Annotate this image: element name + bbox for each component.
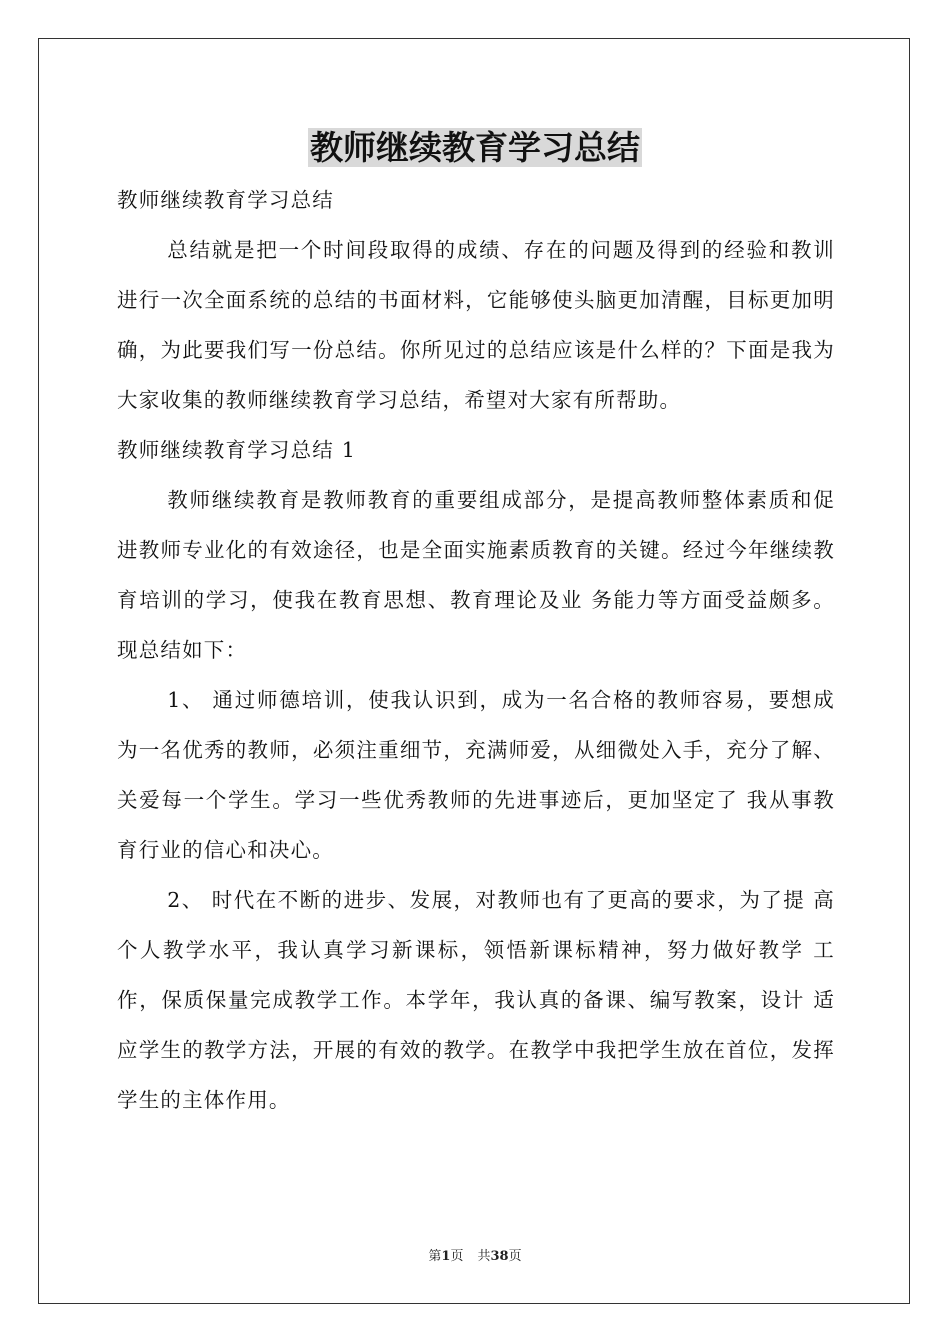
page-total-suffix: 页 xyxy=(508,1249,522,1264)
document-title-text: 教师继续教育学习总结 xyxy=(310,128,640,167)
page-number-current: 1 xyxy=(441,1249,451,1264)
document-body xyxy=(117,175,835,1125)
paragraph: 2、 时代在不断的进步、发展，对教师也有了更高的要求，为了提 高个人教学水平，我认真学习新课标，领悟新课标精神，努力做好教学 工作，保质保量完成教学工作。本学年，我认真的备课、编写教案，设计 适应学生的教学方法，开展的有效的教学。在教学中我把学生放在首位，发挥学生的主体作用。 xyxy=(117,888,835,1112)
paragraph: 1、 通过师德培训，使我认识到，成为一名合格的教师容易，要想成为一名优秀的教师，必须注重细节，充满师爱，从细微处入手，充分了解、关爱每一个学生。学习一些优秀教师的先进事迹后，更加坚定了 我从事教育行业的信心和决心。 xyxy=(117,688,835,862)
page-number-prefix: 第 xyxy=(428,1249,442,1264)
page-total-prefix: 共 xyxy=(477,1249,491,1264)
paragraph: 教师继续教育学习总结 xyxy=(117,188,334,212)
page-footer xyxy=(0,1247,950,1267)
page-number-total: 38 xyxy=(490,1249,509,1264)
paragraph: 教师继续教育是教师教育的重要组成部分，是提高教师整体素质和促进教师专业化的有效途径，也是全面实施素质教育的关键。经过今年继续教育培训的学习，使我在教育思想、教育理论及业 务能力等方面受益颇多。现总结如下： xyxy=(117,488,835,662)
paragraph: 总结就是把一个时间段取得的成绩、存在的问题及得到的经验和教训进行一次全面系统的总结的书面材料，它能够使头脑更加清醒，目标更加明确，为此要我们写一份总结。你所见过的总结应该是什么样的？下面是我为大家收集的教师继续教育学习总结，希望对大家有所帮助。 xyxy=(117,238,835,412)
document-title xyxy=(0,124,950,172)
paragraph: 教师继续教育学习总结 1 xyxy=(117,438,356,462)
page-number-suffix: 页 xyxy=(450,1249,464,1264)
